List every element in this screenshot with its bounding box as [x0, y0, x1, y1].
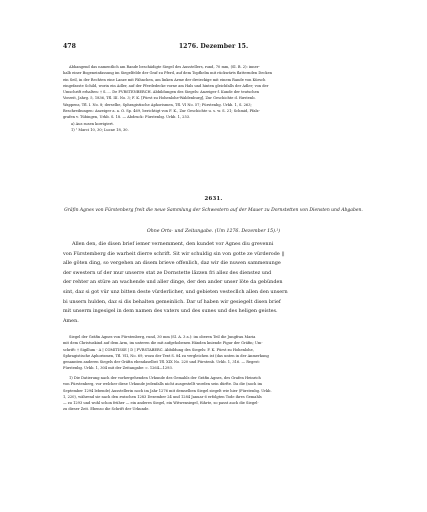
note-line: Siegel der Gräfin Agnes von Fürstenberg, rund, 30 mm (Sl. A. 3 a.): im oberen Teil die Jungfrau Maria: [69, 335, 256, 339]
seal-line: Umschrift erhalten: † S..... De FVRSTENBERCH. Abbildungen des Siegels: Anzeiger f. Kunde der teutschen: [63, 90, 260, 95]
note-line: mit dem Christuskind auf dem Arm, im unteren die mit aufgehobenen Händen kniende Figur der Gräfin; Um-: [63, 341, 263, 346]
footnote: a) Aus susen korrigiert.: [71, 121, 114, 126]
document-text: [63, 240, 364, 326]
text-line: sint, daz si got vür unz bitten deste vürderlicher, und gebieten vestecllch allen den unsern: [63, 288, 288, 295]
text-line: der rehter an stüre an wachende und aller dinge, der den ander unser löte da gebünden: [63, 279, 283, 286]
seal-line: Vorzeit, Jahrg. 5, 1836, Tfl. III. No. 3; F. K. [Fürst zu Hohenlohe-Waldenburg], Zur Geschichte d. fürstenb.: [63, 96, 256, 101]
note-line: 1, 220), während sie nach den zwischen 1283 Dezember 24 und 1284 Januar 6 erfolgten Tode ihres Gemahls: [63, 394, 262, 399]
footnote: 1) ¹ Marci 10, 30; Lucae 18, 30.: [71, 127, 129, 132]
seal-line: halb einer Bogeneinfassung im Siegelfelde der Graf zu Pferd, auf dem Topfhelm mit rückwärts flatternden Decken: [63, 71, 273, 76]
header-title: 1276. Dezember 15.: [178, 43, 249, 50]
note-line: Fürstenbg. Urkb. 1, 304 mit der Zeitangabe: c. 1264—1293.: [63, 366, 173, 371]
document-number: 2631.: [204, 196, 223, 202]
seal-line: Wappens, Tfl. I. No. 8; derselbe, Sphragistische Aphorismen, Tfl. VI No. 57; Fürstenbg. Urkb. 1, S. 263;: [63, 102, 252, 107]
note-line: Sphragistische Aphorismen, Tfl. VII, No. 69, wozu der Text S. 84 zu vergleichen ist (das unten in der Anmerkung: [63, 353, 269, 358]
text-line: von Fürstemberg die warheit dierre schrift. Sit wir schuldig sin von gotte ze vürderode ||: [63, 250, 285, 257]
note-line: September 1294 lebende) Ausstellerin noch im Jahr 1276 mit demselben Siegel siegelt wie hier (Fürstenbg. Urkb.: [63, 388, 272, 393]
seal-line: Beschreibungen: Anzeiger a. a. O. Sp. 469, berichtigt von F. K., Zur Geschichte u. s. w. S. 21; Schmid, Pfalz-: [63, 109, 260, 114]
text-line: mit unserm ingesigel in dem namen des vaters und des sunes und des heligen geistes.: [63, 308, 278, 315]
text-line: der swestern uf der mur unserre stat ze Dornstette lâzzen fri allez des dienstez und: [63, 269, 272, 276]
text-line: Allen den, die disen brief iemer vernemment, den kundet vor Agnes diu grevenni: [72, 241, 274, 247]
document-number-block: [63, 196, 364, 206]
seal-notes: [63, 334, 364, 372]
dating-notes: [63, 375, 364, 413]
note-line: zu dieser Zeit. Ebenso die Schrift der Urkunde.: [63, 407, 150, 412]
note-line: schrift: † Sigillum · A | COMITISSE | D | FVRSTABERC. Abbildung des Siegels: F. K. Fürst zu Hohenlohe,: [63, 347, 254, 352]
note-line: genannten anderen Siegels der Gräfin ebendaselbst Tfl. XIX No. 220 und Fürstenb. Urkb. 1, 316. — Regest:: [63, 360, 260, 365]
document-regest: Gräfin Agnes von Fürstenberg freit die neue Sammlung der Schwestern auf der Mauer zu Dornstetten von Diensten und Abgaben.: [64, 208, 363, 213]
note-line: 1) Die Datierung nach der vorhergehenden Urkunde des Gemahls der Gräfin Agnes, des Grafen Heinrich: [69, 376, 261, 380]
note-line: von Fürstenberg, vor welcher diese Urkunde jedenfalls nicht ausgestellt worden sein dürfte. Da die (noch im: [63, 382, 263, 387]
running-header: [63, 43, 364, 53]
page-number: 478: [63, 43, 76, 50]
text-line: bi unsern hulden, daz si dis behalten gemeinlich. Dar uf haben wir gesiegelt disen brief: [63, 298, 281, 305]
seal-description: [63, 64, 364, 133]
seal-line: eingefasste Schild, worin ein Adler, auf der Pferdedecke vorne am Hals und hinten gleichfalls der Adler; von der: [63, 83, 269, 88]
note-line: — zu 1293 und wohl schon früher — ein anderes Siegel, ein Witwensiegel, führte, so passt auch die Siegel-: [63, 401, 259, 406]
text-line: alle göten ding, so vergehen an disem brieve offenlich, daz wir die nuwen sammenunge: [63, 260, 281, 267]
seal-line: Abhangend das namentlich am Rande beschädigte Siegel des Ausstellers, rund, 70 mm, (Sl. B. 2): inner-: [69, 65, 260, 69]
place-date: Ohne Orts- und Zeitangabe. (Um 1276. Dezember 15).¹): [146, 229, 281, 234]
seal-line: ein Seil, in der Rechten eine Lanze mit Fähnchen, am linken Arme der dreieckige mit einem Rande von Kürsch: [63, 77, 266, 82]
seal-line: grafen v. Tübingen, Urkb. S. 18. — Abdruck: Fürstenbg. Urkb. 1, 253.: [63, 115, 191, 120]
text-line: Amen.: [63, 317, 79, 324]
